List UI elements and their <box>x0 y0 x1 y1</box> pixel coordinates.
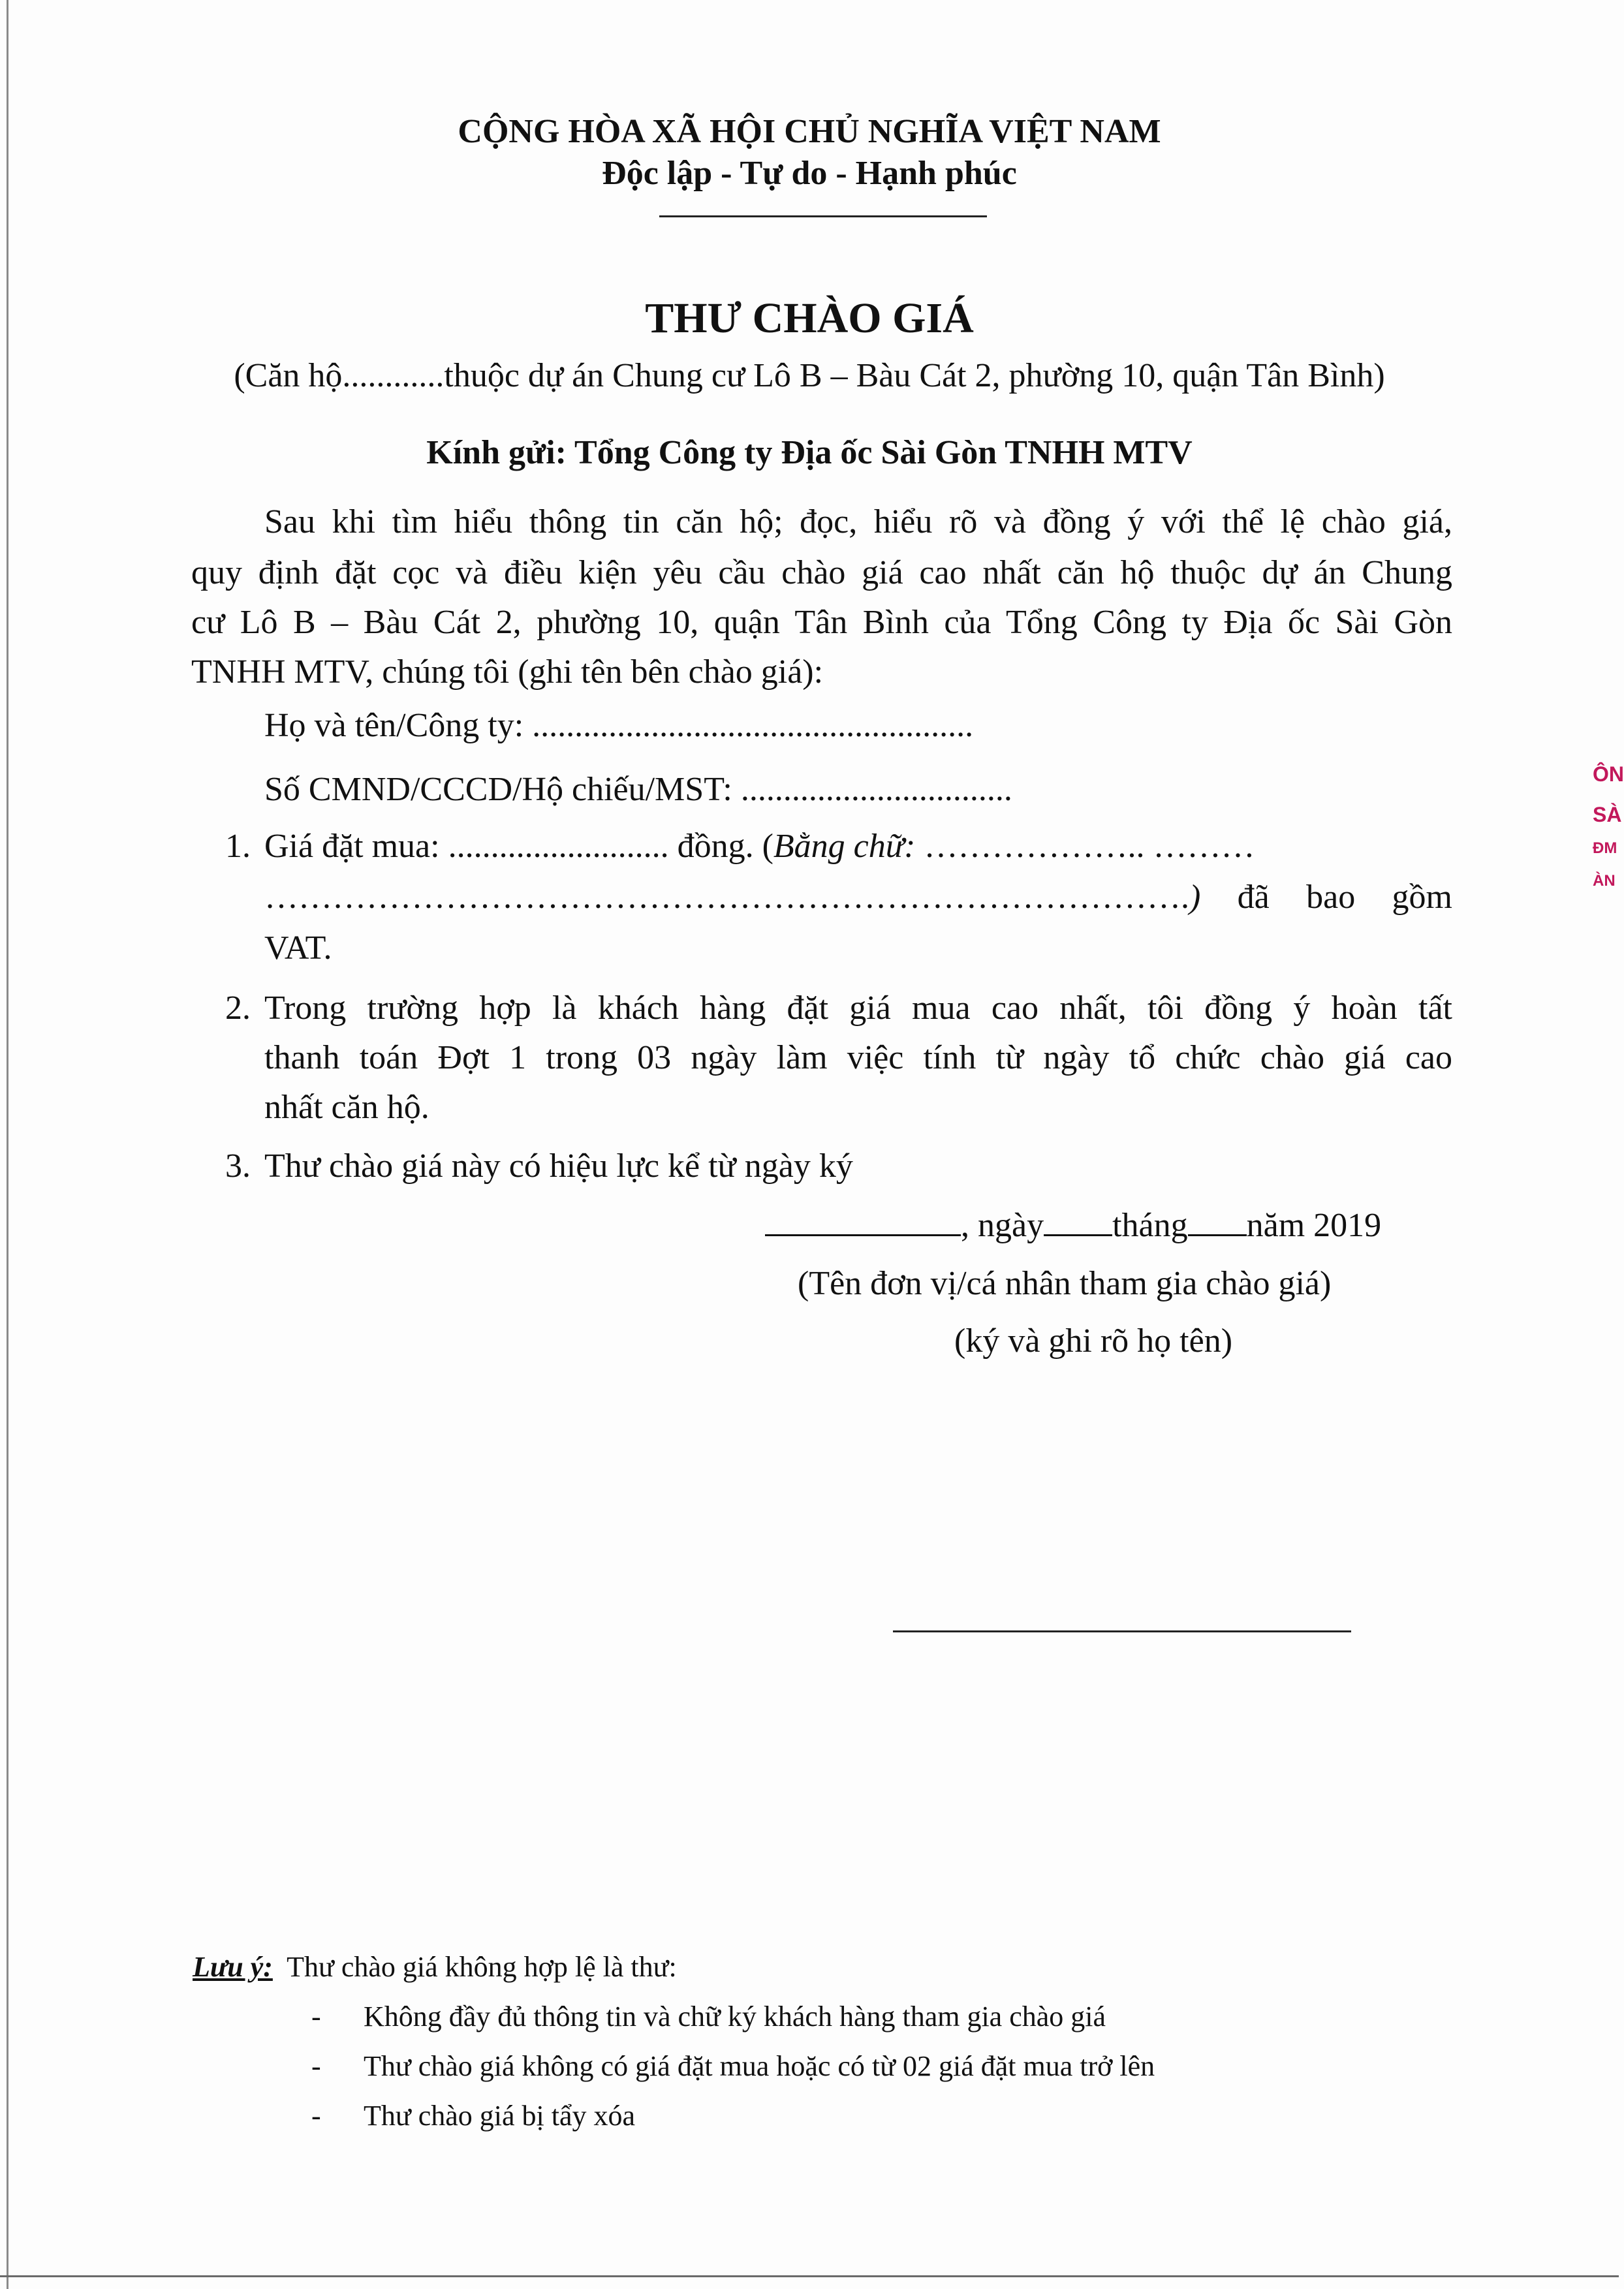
item-2-line-3: nhất căn hộ. <box>264 1089 429 1126</box>
item-1-line-2 <box>264 878 1452 917</box>
price-field[interactable]: Giá đặt mua: .......................... đồng. ( <box>264 828 773 865</box>
motto: Độc lập - Tự do - Hạnh phúc <box>602 155 1017 192</box>
note-item-2: Thư chào giá không có giá đặt mua hoặc có từ 02 giá đặt mua trở lên <box>364 2050 1155 2082</box>
intro-line-2: quy định đặt cọc và điều kiện yêu cầu chào giá cao nhất căn hộ thuộc dự án Chung <box>191 554 1452 591</box>
in-words-close-paren: ) <box>1189 879 1201 916</box>
intro-line-3: cư Lô B – Bàu Cát 2, phường 10, quận Tân Bình của Tổng Công ty Địa ốc Sài Gòn <box>191 604 1452 641</box>
signature-line[interactable] <box>893 1630 1351 1632</box>
item-2-line-1: Trong trường hợp là khách hàng đặt giá mua cao nhất, tôi đồng ý hoàn tất <box>264 989 1452 1027</box>
note-label: Lưu ý: <box>193 1951 273 1983</box>
note-intro: Thư chào giá không hợp lệ là thư: <box>287 1951 677 1983</box>
stamp-fragment-4: ÀN <box>1593 872 1616 890</box>
date-ngay-label: , ngày <box>961 1207 1044 1244</box>
item-1-number: 1. <box>225 828 251 865</box>
intro-line-4: TNHH MTV, chúng tôi (ghi tên bên chào giá): <box>191 653 824 691</box>
header-underline <box>659 215 987 217</box>
item-2-number: 2. <box>225 989 251 1027</box>
in-words-field[interactable]: ……………….. ……… <box>915 828 1255 865</box>
vat-note: đã bao gồm <box>1200 879 1452 916</box>
note-header <box>193 1950 677 1984</box>
month-blank[interactable] <box>1188 1206 1247 1236</box>
name-field[interactable]: Họ và tên/Công ty: .................................................... <box>264 707 974 744</box>
note-dash-1: - <box>311 2001 321 2032</box>
intro-line-1: Sau khi tìm hiểu thông tin căn hộ; đọc, hiểu rõ và đồng ý với thể lệ chào giá, <box>264 503 1452 540</box>
document-subtitle: (Căn hộ............thuộc dự án Chung cư Lô B – Bàu Cát 2, phường 10, quận Tân Bình) <box>234 357 1385 394</box>
date-thang-label: tháng <box>1112 1207 1188 1244</box>
item-3-line-1: Thư chào giá này có hiệu lực kể từ ngày ký <box>264 1147 853 1185</box>
note-dash-2: - <box>311 2050 321 2082</box>
place-blank[interactable] <box>765 1206 961 1236</box>
id-field[interactable]: Số CMND/CCCD/Hộ chiếu/MST: ................................ <box>264 771 1012 808</box>
note-item-3: Thư chào giá bị tẩy xóa <box>364 2100 636 2132</box>
stamp-fragment-2: SÀ <box>1593 803 1622 826</box>
in-words-field-cont[interactable]: ………………………………………………………………………. <box>264 879 1189 916</box>
note-dash-3: - <box>311 2100 321 2132</box>
stamp-fragment-1: ÔN <box>1593 762 1624 786</box>
scan-edge-left <box>7 0 8 2289</box>
note-item-1: Không đầy đủ thông tin và chữ ký khách hàng tham gia chào giá <box>364 2001 1106 2032</box>
date-nam-label: năm 2019 <box>1246 1207 1382 1244</box>
stamp-fragment-3: ĐM <box>1593 839 1617 857</box>
day-blank[interactable] <box>1044 1206 1112 1236</box>
item-1-line-1 <box>264 827 1452 866</box>
recipient: Kính gửi: Tổng Công ty Địa ốc Sài Gòn TNHH MTV <box>426 434 1193 471</box>
item-1-line-3: VAT. <box>264 929 332 967</box>
scan-edge-bottom <box>0 2275 1619 2277</box>
date-line <box>765 1206 1381 1245</box>
item-2-line-2: thanh toán Đợt 1 trong 03 ngày làm việc tính từ ngày tổ chức chào giá cao <box>264 1039 1452 1076</box>
sign-instruction: (ký và ghi rõ họ tên) <box>954 1322 1233 1360</box>
item-3-number: 3. <box>225 1147 251 1185</box>
signer-party: (Tên đơn vị/cá nhân tham gia chào giá) <box>798 1265 1332 1302</box>
document-title: THƯ CHÀO GIÁ <box>645 294 974 342</box>
in-words-label: Bằng chữ: <box>773 828 916 865</box>
country-header: CỘNG HÒA XÃ HỘI CHỦ NGHĨA VIỆT NAM <box>458 113 1161 150</box>
